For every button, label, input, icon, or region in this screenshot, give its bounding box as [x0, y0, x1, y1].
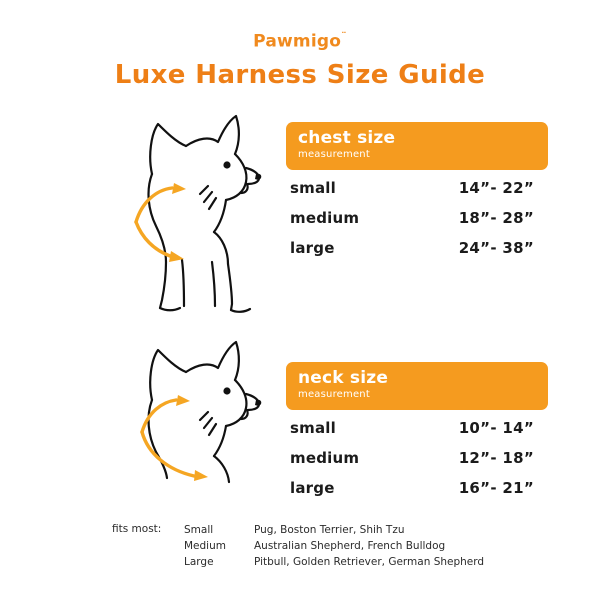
row-label: large — [290, 239, 335, 257]
row-value: 14”- 22” — [458, 179, 534, 197]
chest-size-table-header — [286, 122, 548, 170]
row-label: small — [290, 179, 336, 197]
chest-size-subtitle: measurement — [298, 149, 370, 160]
dog-chest-measure-illustration — [96, 110, 276, 324]
table-row — [286, 239, 548, 269]
table-row — [286, 479, 548, 509]
fits-most-label: fits most: — [112, 523, 162, 535]
row-label: small — [290, 419, 336, 437]
neck-size-rows — [286, 419, 548, 509]
fits-breeds: Australian Shepherd, French Bulldog — [254, 540, 446, 552]
page-title: Luxe Harness Size Guide — [114, 60, 486, 90]
neck-size-subtitle: measurement — [298, 389, 370, 400]
table-row — [286, 179, 548, 209]
list-item — [184, 522, 532, 538]
table-row — [286, 449, 548, 479]
brand-logo — [0, 30, 600, 52]
fits-size: Small — [184, 524, 214, 536]
fits-breeds: Pitbull, Golden Retriever, German Shepherd — [254, 556, 485, 568]
fits-size: Large — [184, 556, 214, 568]
neck-size-table-header — [286, 362, 548, 410]
neck-size-table — [286, 362, 548, 509]
row-label: medium — [290, 209, 360, 227]
fits-breeds: Pug, Boston Terrier, Shih Tzu — [254, 524, 405, 536]
row-label: medium — [290, 449, 360, 467]
table-row — [286, 209, 548, 239]
row-label: large — [290, 479, 335, 497]
row-value: 18”- 28” — [458, 209, 534, 227]
fits-size: Medium — [184, 540, 226, 552]
fits-most-section — [112, 522, 532, 570]
neck-size-title: neck size — [298, 368, 389, 388]
table-row — [286, 419, 548, 449]
chest-size-title: chest size — [298, 128, 396, 148]
list-item — [184, 538, 532, 554]
chest-size-table — [286, 122, 548, 269]
brand-name: Pawmig — [253, 31, 330, 52]
chest-size-rows — [286, 179, 548, 269]
row-value: 24”- 38” — [458, 239, 534, 257]
brand-name-suffix: o — [329, 31, 342, 52]
row-value: 16”- 21” — [458, 479, 534, 497]
dog-neck-measure-illustration — [96, 336, 276, 515]
row-value: 10”- 14” — [458, 419, 534, 437]
brand-umlaut: ¨ — [341, 30, 347, 43]
row-value: 12”- 18” — [458, 449, 534, 467]
list-item — [184, 554, 532, 570]
